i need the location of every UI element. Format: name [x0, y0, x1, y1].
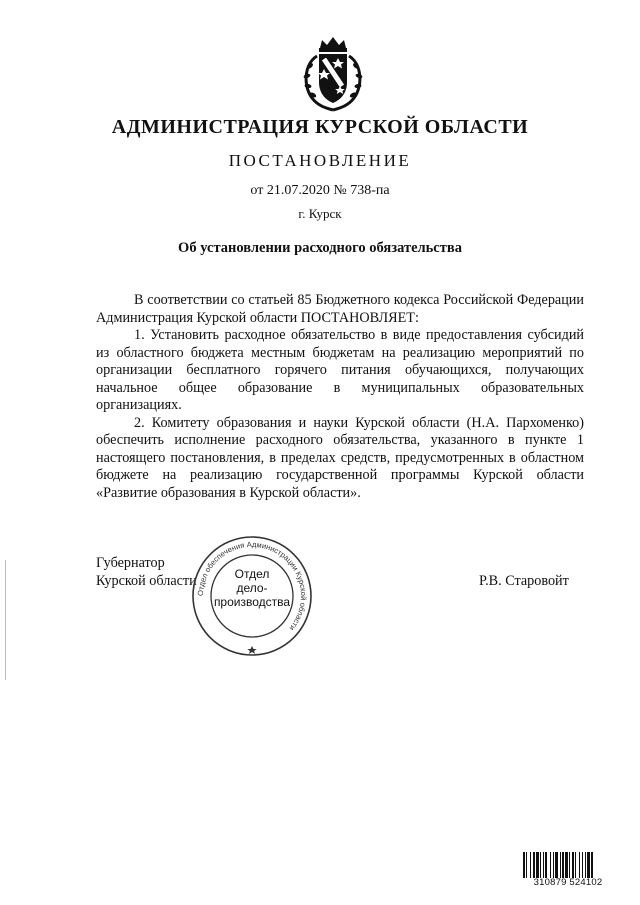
barcode-bar — [560, 852, 561, 878]
organization-title: АДМИНИСТРАЦИЯ КУРСКОЙ ОБЛАСТИ — [111, 116, 529, 138]
barcode-bar — [530, 852, 531, 878]
document-body — [96, 292, 584, 502]
scan-edge-mark — [5, 560, 6, 680]
barcode-bar — [562, 852, 564, 878]
barcode-bar — [591, 852, 593, 878]
stamp-center-line: производства — [213, 595, 291, 609]
signer-title-line: Курской области — [96, 572, 197, 589]
barcode-bar — [523, 852, 525, 878]
barcode-bar — [555, 852, 558, 878]
barcode — [522, 852, 614, 890]
barcode-bars — [522, 852, 614, 878]
barcode-bar — [526, 852, 527, 878]
barcode-bar — [585, 852, 586, 878]
stamp-ring-text: Отдел обеспечения Администрации Курской области — [195, 539, 309, 633]
body-paragraph: В соответствии со статьей 85 Бюджетного кодекса Российской Федерации Администрация Курской области ПОСТАНОВЛЯЕТ: — [96, 292, 584, 326]
barcode-number: 310879 524102 — [533, 877, 603, 888]
barcode-bar — [572, 852, 574, 878]
barcode-bar — [536, 852, 539, 878]
stamp-center-line: Отдел — [234, 567, 270, 581]
barcode-bar — [533, 852, 535, 878]
document-subject: Об установлении расходного обязательства — [178, 240, 462, 256]
body-paragraph: 1. Установить расходное обязательство в виде предоставления субсидий из областного бюджета местным бюджетам на реализацию мероприятий по организации бесплатного горячего питания обучающихся, получающих начальное общее образование в муниципальных образовательных организациях. — [96, 327, 584, 413]
barcode-bar — [550, 852, 551, 878]
stamp-center-line: дело- — [236, 581, 268, 595]
document-city: г. Курск — [298, 206, 342, 221]
barcode-bar — [540, 852, 541, 878]
barcode-bar — [587, 852, 590, 878]
coat-of-arms-icon — [300, 34, 366, 114]
document-number: от 21.07.2020 № 738-па — [250, 183, 390, 198]
document-type: ПОСТАНОВЛЕНИЕ — [228, 151, 412, 170]
barcode-bar — [575, 852, 576, 878]
barcode-bar — [553, 852, 554, 878]
barcode-bar — [579, 852, 580, 878]
body-paragraph: 2. Комитету образования и науки Курской области (Н.А. Пархоменко) обеспечить исполнение расходного обязательства, указанного в пункте 1 настоящего постановления, в пределах средств, предусмотренных в областном бюджете на реализацию государственной программы Курской области «Развитие образования в Курской области». — [96, 414, 584, 501]
signer-name: Р.В. Старовойт — [479, 573, 569, 589]
stamp-center-text — [213, 567, 291, 609]
signer-title-line: Губернатор — [96, 555, 165, 571]
signer-title — [96, 555, 197, 590]
barcode-bar — [543, 852, 544, 878]
barcode-bar — [565, 852, 568, 878]
barcode-bar — [545, 852, 547, 878]
barcode-bar — [582, 852, 583, 878]
barcode-bar — [569, 852, 570, 878]
